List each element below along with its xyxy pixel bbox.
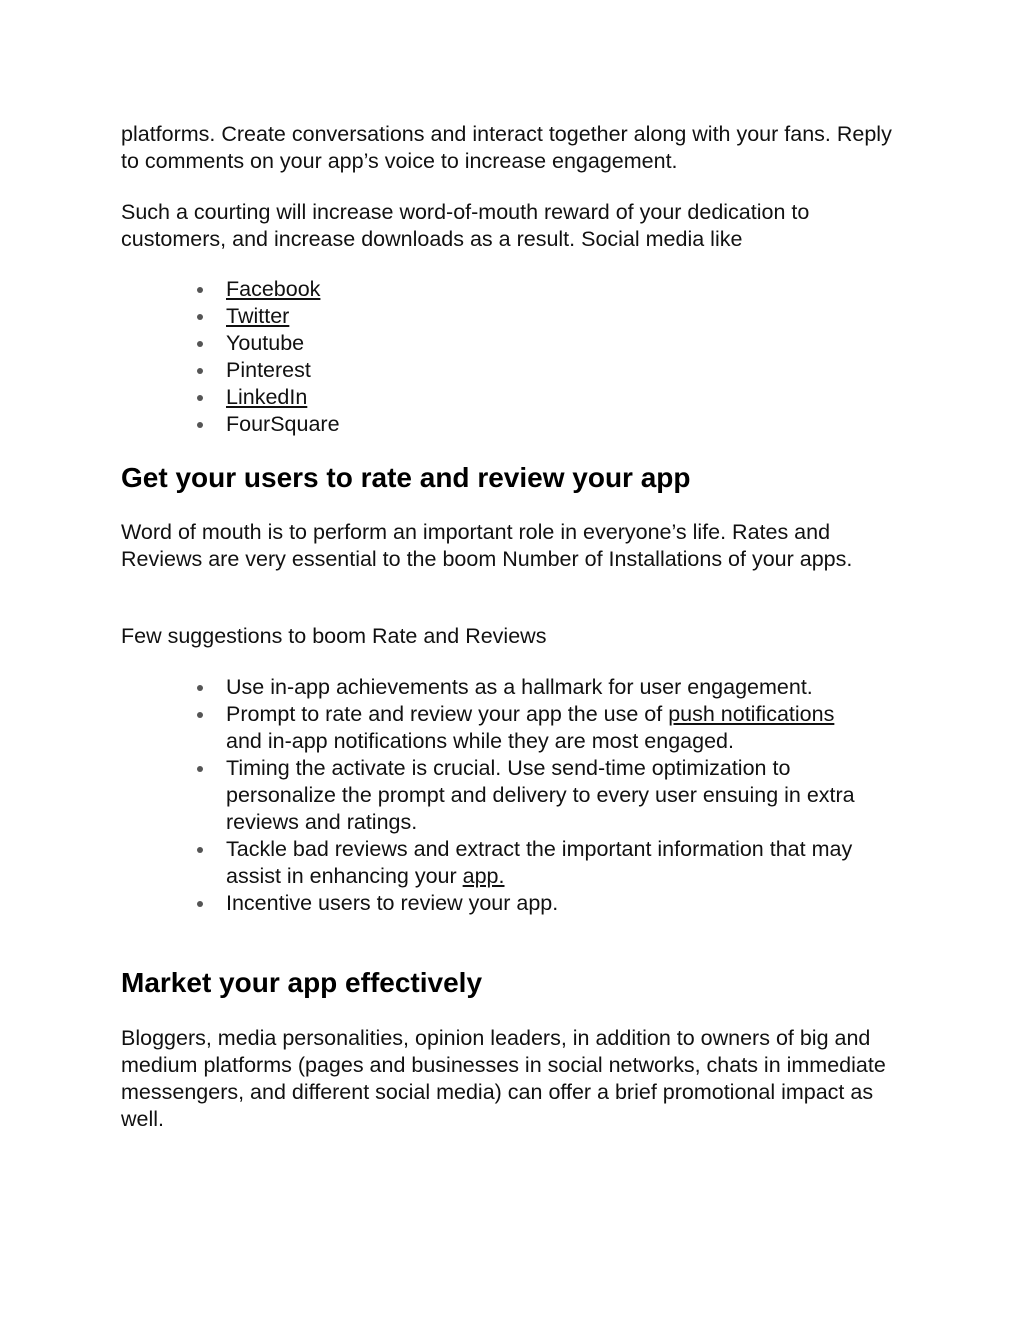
intro-paragraph-2: Such a courting will increase word-of-mouth reward of your dedication to customers, and increase downloads as a result. Social media like [121,200,810,251]
list-item-foursquare [121,411,866,438]
list-item [121,701,866,755]
list-item [121,890,866,917]
list-item [121,755,866,836]
suggestion-text: Prompt to rate and review your app the use of [226,702,669,726]
market-paragraph-1: Bloggers, media personalities, opinion leaders, in addition to owners of big and medium platforms (pages and businesses in social networks, chats in immediate messengers, and different social media) can offer a brief promotional impact as well. [121,1026,886,1131]
section-heading-market: Market your app effectively [121,967,483,998]
bullet-icon [197,712,203,718]
social-media-list [121,276,881,438]
linkedin-link[interactable]: LinkedIn [226,385,308,409]
bullet-icon [197,341,203,347]
bullet-icon [197,287,203,293]
bullet-icon [197,901,203,907]
bullet-icon [197,685,203,691]
app-link[interactable]: app. [462,864,505,888]
rate-suggestions-list [121,674,881,917]
push-notifications-link[interactable]: push notifications [668,702,835,726]
pinterest-label: Pinterest [226,358,311,382]
suggestion-text: Use in-app achievements as a hallmark for user engagement. [226,675,813,699]
suggestion-text: and in-app notifications while they are most engaged. [226,729,734,753]
suggestion-text: Tackle bad reviews and extract the important information that may assist in enhancing your [226,837,853,888]
list-item-pinterest [121,357,866,384]
bullet-icon [197,368,203,374]
list-item [121,836,866,890]
bullet-icon [197,422,203,428]
bullet-icon [197,395,203,401]
bullet-icon [197,766,203,772]
foursquare-label: FourSquare [226,412,340,436]
youtube-label: Youtube [226,331,305,355]
section-heading-rate-review: Get your users to rate and review your app [121,462,691,493]
list-item-linkedin [121,384,866,411]
suggestion-text: Timing the activate is crucial. Use send-time optimization to personalize the prompt and delivery to every user ensuing in extra reviews and ratings. [226,756,855,834]
rate-paragraph-1: Word of mouth is to perform an important role in everyone’s life. Rates and Reviews are very essential to the boom Number of Installations of your apps. [121,520,853,571]
twitter-link[interactable]: Twitter [226,304,290,328]
list-item-twitter [121,303,866,330]
list-item-facebook [121,276,866,303]
bullet-icon [197,314,203,320]
rate-paragraph-2: Few suggestions to boom Rate and Reviews [121,624,547,648]
list-item [121,674,866,701]
list-item-youtube [121,330,866,357]
suggestion-text: Incentive users to review your app. [226,891,559,915]
facebook-link[interactable]: Facebook [226,277,321,301]
bullet-icon [197,847,203,853]
intro-paragraph-1: platforms. Create conversations and interact together along with your fans. Reply to comments on your app’s voice to increase engagement. [121,122,892,173]
